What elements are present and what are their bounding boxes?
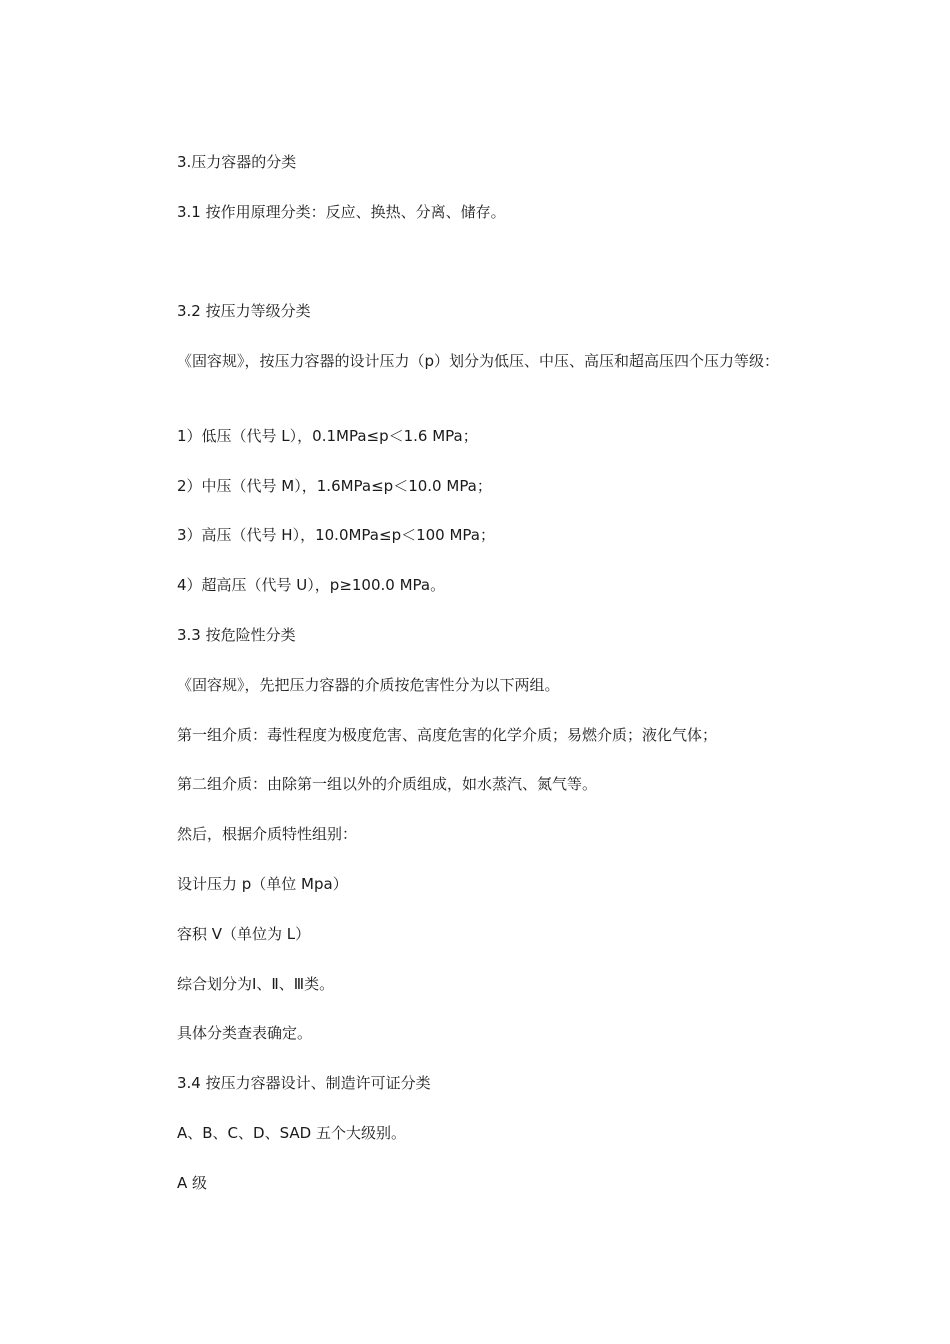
paragraph: 设计压力 p（单位 Mpa）	[177, 875, 348, 893]
section-heading: 3.4 按压力容器设计、制造许可证分类	[177, 1074, 431, 1092]
paragraph: 第一组介质：毒性程度为极度危害、高度危害的化学介质；易燃介质；液化气体；	[177, 726, 718, 744]
paragraph: 《固容规》，按压力容器的设计压力（p）划分为低压、中压、高压和超高压四个压力等级：	[177, 352, 780, 370]
section-heading: 3.2 按压力等级分类	[177, 302, 311, 320]
paragraph: 然后，根据介质特性组别：	[177, 825, 358, 843]
list-item: 4）超高压（代号 U），p≥100.0 MPa。	[177, 576, 446, 594]
paragraph: 容积 V（单位为 L）	[177, 925, 311, 943]
list-item: 1）低压（代号 L），0.1MPa≤p＜1.6 MPa；	[177, 427, 478, 445]
list-item: 3）高压（代号 H），10.0MPa≤p＜100 MPa；	[177, 526, 495, 544]
paragraph: 具体分类查表确定。	[177, 1024, 313, 1042]
section-heading: 3.压力容器的分类	[177, 153, 297, 171]
paragraph: 综合划分为Ⅰ、Ⅱ、Ⅲ类。	[177, 975, 335, 993]
paragraph: A、B、C、D、SAD 五个大级别。	[177, 1124, 406, 1142]
paragraph: A 级	[177, 1174, 208, 1192]
section-heading: 3.1 按作用原理分类：反应、换热、分离、储存。	[177, 203, 506, 221]
section-heading: 3.3 按危险性分类	[177, 626, 296, 644]
list-item: 2）中压（代号 M），1.6MPa≤p＜10.0 MPa；	[177, 477, 492, 495]
paragraph: 《固容规》，先把压力容器的介质按危害性分为以下两组。	[177, 676, 560, 694]
paragraph: 第二组介质：由除第一组以外的介质组成，如水蒸汽、氮气等。	[177, 775, 598, 793]
